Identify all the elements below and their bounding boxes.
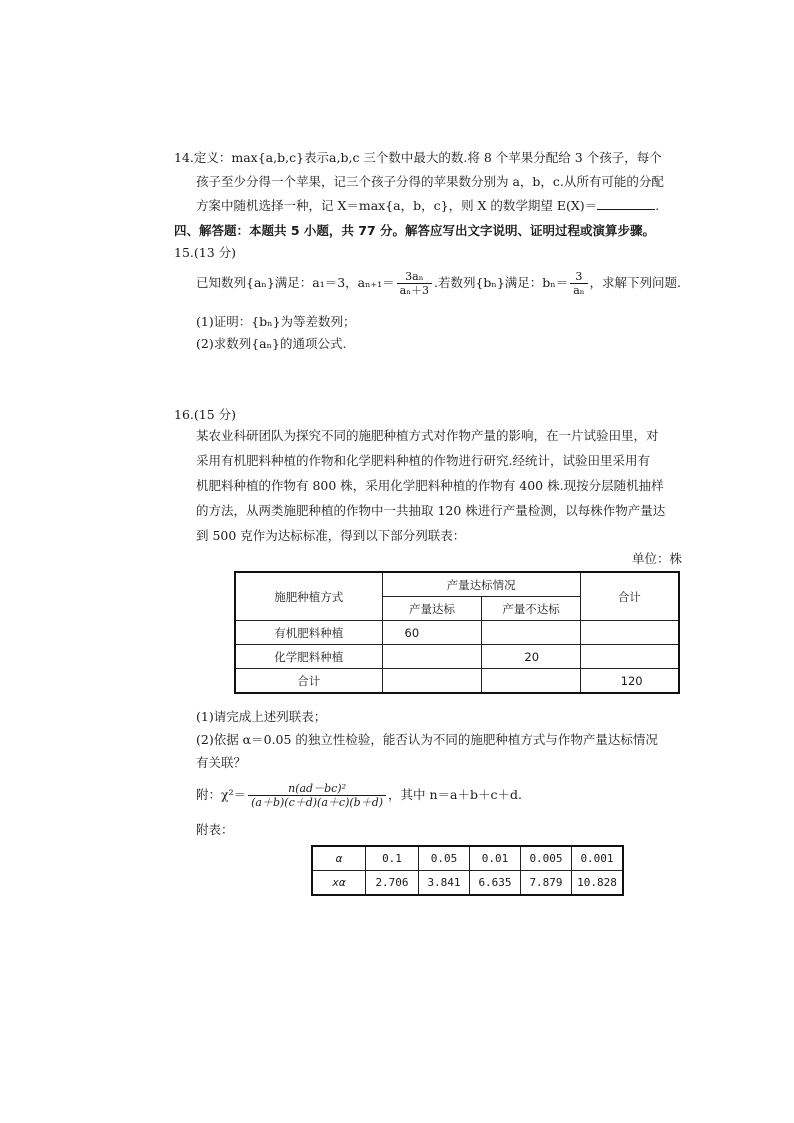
formula-tail: ，其中 n＝a＋b＋c＋d.: [388, 787, 522, 802]
q16-para-line1: 某农业科研团队为探究不同的施肥种植方式对作物产量的影响，在一片试验田里，对: [196, 428, 659, 443]
q16-para-line5: 到 500 克作为达标标准，得到以下部分列联表：: [196, 528, 466, 543]
critical-cell: 7.879: [521, 871, 572, 896]
cell-pass: 60: [382, 621, 482, 645]
formula-lead: 附：χ²＝: [196, 787, 247, 802]
unit-label: 单位：株: [632, 551, 683, 566]
q15-part2: (2)求数列{aₙ}的通项公式.: [196, 336, 347, 351]
fraction-numerator: n(ad－bc)²: [248, 782, 386, 796]
cell-fail: 20: [482, 645, 580, 669]
q15-stem-b: .若数列{bₙ}满足：bₙ＝: [433, 275, 569, 290]
row-head-alpha: α: [312, 846, 366, 871]
q16-part2-line1: (2)依据 α＝0.05 的独立性检验，能否认为不同的施肥种植方式与作物产量达标情况: [196, 732, 658, 747]
cell-pass: [382, 645, 482, 669]
q16-part1: (1)请完成上述列联表；: [196, 709, 327, 724]
q15-header: 15.(13 分): [174, 245, 237, 260]
q14-line1: 14.定义：max{a,b,c}表示a,b,c 三个数中最大的数.将 8 个苹果分配给 3 个孩子，每个: [174, 150, 662, 165]
header-group: 产量达标情况: [382, 572, 580, 597]
cell-total: 120: [580, 669, 679, 694]
critical-value-table: [311, 845, 624, 896]
chi-square-formula: [196, 777, 522, 813]
recurrence-fraction: [397, 270, 432, 297]
alpha-cell: 0.005: [521, 846, 572, 871]
cell-pass: [382, 669, 482, 694]
critical-cell: 2.706: [366, 871, 419, 896]
appendix-label: 附表：: [196, 822, 234, 837]
q14-line3-text: 方案中随机选择一种，记 X＝max{a，b，c}，则 X 的数学期望 E(X)＝: [196, 198, 598, 213]
answer-blank: [597, 197, 655, 210]
header-method: 施肥种植方式: [235, 572, 382, 621]
table-row: [312, 846, 623, 871]
q16-part2-line2: 有关联？: [196, 755, 247, 770]
section-heading: 四、解答题：本题共 5 小题，共 77 分。解答应写出文字说明、证明过程或演算步骤。: [174, 223, 656, 238]
critical-cell: 6.635: [470, 871, 521, 896]
row-head-x-alpha: xα: [312, 871, 366, 896]
fraction-denominator: aₙ＋3: [399, 284, 429, 297]
bn-fraction: [570, 270, 587, 297]
q14-line3-end: .: [655, 198, 660, 213]
row-label: 合计: [235, 669, 382, 694]
q16-para-line2: 采用有机肥料种植的作物和化学肥料种植的作物进行研究.经统计，试验田里采用有: [196, 453, 650, 468]
q14-line2: 孩子至少分得一个苹果，记三个孩子分得的苹果数分别为 a，b，c.从所有可能的分配: [196, 174, 664, 189]
cell-fail: [482, 621, 580, 645]
formula-fraction: [248, 782, 386, 809]
contingency-table: [234, 571, 680, 694]
header-total: 合计: [580, 572, 679, 621]
q15-part1: (1)证明：{bₙ}为等差数列；: [196, 314, 356, 329]
header-fail: 产量不达标: [482, 597, 580, 621]
alpha-cell: 0.05: [419, 846, 470, 871]
table-header-row: [235, 572, 679, 597]
fraction-denominator: (a＋b)(c＋d)(a＋c)(b＋d): [251, 796, 384, 809]
q16-para-line4: 的方法，从两类施肥种植的作物中一共抽取 120 株进行产量检测，以每株作物产量达: [196, 503, 666, 518]
row-label: 化学肥料种植: [235, 645, 382, 669]
table-row: [312, 871, 623, 896]
q15-stem-a: 已知数列{aₙ}满足：a₁＝3，aₙ₊₁＝: [196, 275, 395, 290]
header-pass: 产量达标: [382, 597, 482, 621]
table-row: [235, 669, 679, 694]
q15-stem-c: ，求解下列问题.: [589, 275, 681, 290]
critical-cell: 3.841: [419, 871, 470, 896]
alpha-cell: 0.1: [366, 846, 419, 871]
q16-para-line3: 机肥料种植的作物有 800 株，采用化学肥料种植的作物有 400 株.现按分层随机抽样: [196, 478, 664, 493]
fraction-numerator: 3aₙ: [397, 270, 432, 284]
q16-header: 16.(15 分): [174, 407, 237, 422]
alpha-cell: 0.01: [470, 846, 521, 871]
table-row: [235, 645, 679, 669]
cell-total: [580, 645, 679, 669]
row-label: 有机肥料种植: [235, 621, 382, 645]
q14-line3: [196, 194, 659, 218]
table-row: [235, 621, 679, 645]
critical-cell: 10.828: [572, 871, 624, 896]
alpha-cell: 0.001: [572, 846, 624, 871]
q15-stem: [196, 266, 681, 300]
cell-total: [580, 621, 679, 645]
cell-fail: [482, 669, 580, 694]
fraction-denominator: aₙ: [573, 284, 585, 297]
fraction-numerator: 3: [570, 270, 587, 284]
